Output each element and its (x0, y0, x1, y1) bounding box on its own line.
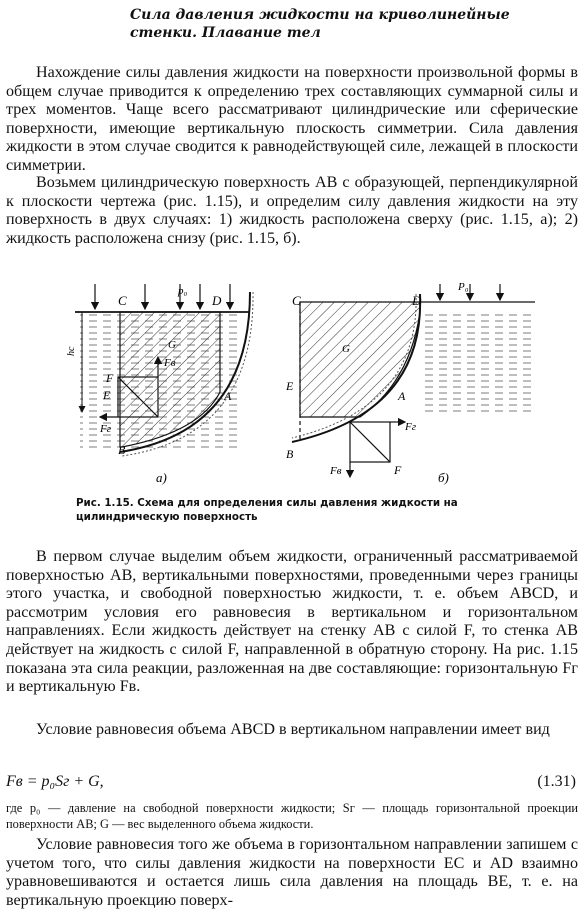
section-title: Сила давления жидкости на криволинейные стенки. Плавание тел (130, 7, 510, 41)
figure-panel-a (66, 284, 253, 485)
label-a-A: A (224, 389, 232, 403)
formula-note: где p₀ — давление на свободной поверхности жидкости; Sг — площадь горизонтальной проекции поверхности AB; G — вес выделенного объема жидкости. (6, 801, 578, 831)
label-b-sub: б) (438, 470, 449, 485)
label-a-F: F (106, 371, 114, 385)
label-b-C: C (292, 293, 301, 308)
figure-caption: Рис. 1.15. Схема для определения силы давления жидкости на цилиндрическую поверхность (76, 497, 458, 523)
label-a-hc: hc (66, 346, 77, 356)
label-b-Fg: Fг (405, 421, 417, 433)
label-a-B: B (118, 443, 126, 457)
formula-number: (1.31) (537, 773, 576, 790)
paragraph-1 (6, 64, 578, 176)
label-b-F: F (394, 463, 402, 477)
paragraph-5-text: Условие равновесия того же объема в горизонтальном направлении запишем с учетом того, что силы давления жидкости на поверхности EC и AD взаимно уравновешиваются и остается лишь сила давления на площадь BE, т. е. на вертикальную проекцию поверх- (6, 836, 578, 909)
label-b-Fv: Fв (330, 465, 342, 477)
formula-text: Fв = p₀Sг + G, (6, 773, 104, 790)
figure-panel-b (285, 282, 535, 485)
paragraph-2 (6, 174, 578, 248)
label-b-G: G (342, 343, 350, 355)
label-b-E: E (286, 379, 294, 393)
paragraph-4 (6, 721, 578, 740)
label-b-B: B (286, 447, 294, 461)
label-a-Fg: Fг (100, 423, 112, 435)
figure-1-15 (60, 282, 540, 492)
label-a-Fv: Fв (164, 357, 176, 369)
label-a-E: E (103, 388, 111, 402)
paragraph-2-text: Возьмем цилиндрическую поверхность AB с образующей, перпендикулярной к плоскости чертежа (рис. 1.15), и определим силу давления жидкости на эту поверхность в двух случаях: 1) жидкость расположена сверху (рис. 1.15, а); 2) жидкость расположена снизу (рис. 1.15, б). (6, 174, 578, 247)
label-a-C: C (118, 293, 127, 308)
paragraph-1-text: Нахождение силы давления жидкости на поверхности произвольной формы в общем случае приводится к определению трех составляющих суммарной силы и трех моментов. Чаще всего рассматривают цилиндрические или сферические поверхности, имеющие вертикальную плоскость симметрии. Сила давления жидкости в этом случае сводится к равнодействующей силе, лежащей в плоскости симметрии. (6, 64, 578, 174)
paragraph-5 (6, 836, 578, 910)
paragraph-3 (6, 548, 578, 697)
paragraph-3-text: В первом случае выделим объем жидкости, ограниченный рассматриваемой поверхностью AB, вертикальными поверхностями, проведенными через границы этого участка, и свободной поверхностью жидкости, т. е. объем ABCD, и рассмотрим условия его равновесия в вертикальном и горизонтальном направлениях. Если жидкость действует на стенку AB с силой F, то стенка AB действует на жидкость с силой F, направленной в обратную сторону. На рис. 1.15 показана эта сила реакции, разложенная на две составляющие: горизонтальную Fг и вертикальную Fв. (6, 548, 578, 696)
label-a-sub: а) (156, 470, 167, 485)
paragraph-4-text: Условие равновесия объема ABCD в вертикальном направлении имеет вид (36, 721, 550, 738)
label-b-A: A (398, 389, 406, 403)
label-a-G: G (168, 339, 176, 351)
formula-1-31 (6, 772, 578, 792)
label-a-p0: p₀ (178, 285, 188, 297)
label-b-D: D (412, 293, 422, 308)
label-a-D: D (212, 293, 222, 308)
label-b-p0: P₀ (458, 282, 469, 293)
